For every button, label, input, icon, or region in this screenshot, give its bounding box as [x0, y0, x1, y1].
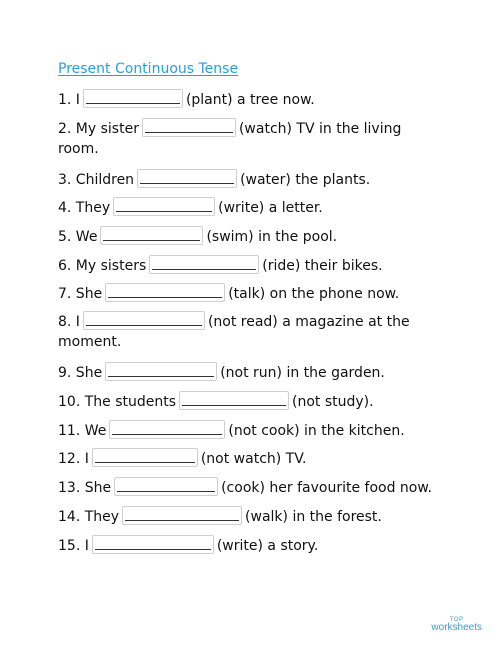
sentence-6-end: (ride) their bikes. [262, 258, 383, 274]
logo-name-text: worksheets [431, 622, 482, 633]
sentence-10-start: 10. The students [58, 394, 177, 410]
sentence-5-start: 5. We [58, 229, 98, 245]
sentence-11-start: 11. We [58, 423, 107, 439]
sentence-13-start: 13. She [58, 480, 112, 496]
sentence-1-end: (plant) a tree now. [185, 92, 315, 108]
sentence-8 [58, 311, 438, 352]
topworksheets-logo [431, 617, 482, 633]
logo-top-text: TOP [449, 617, 464, 623]
answer-input-7[interactable] [105, 283, 225, 302]
sentence-2 [58, 118, 418, 159]
worksheet-title: Present Continuous Tense [58, 61, 239, 77]
sentence-10 [58, 391, 374, 412]
answer-input-6[interactable] [149, 255, 259, 274]
sentence-15 [58, 535, 318, 556]
answer-input-15[interactable] [92, 535, 214, 554]
sentence-2-end: (watch) TV in the living room. [58, 121, 402, 157]
answer-input-4[interactable] [113, 197, 215, 216]
sentence-3 [58, 169, 370, 190]
answer-input-8[interactable] [83, 311, 205, 330]
sentence-4-end: (write) a letter. [218, 200, 323, 216]
sentence-14 [58, 506, 382, 527]
answer-input-11[interactable] [109, 420, 225, 439]
sentence-9 [58, 362, 385, 383]
answer-input-9[interactable] [105, 362, 217, 381]
answer-input-2[interactable] [142, 118, 236, 137]
sentence-14-end: (walk) in the forest. [245, 509, 382, 525]
sentence-13-end: (cook) her favourite food now. [221, 480, 432, 496]
sentence-6 [58, 255, 383, 276]
sentence-12-end: (not watch) TV. [200, 451, 307, 467]
answer-input-1[interactable] [83, 89, 183, 108]
sentence-10-end: (not study). [292, 394, 374, 410]
sentence-1-start: 1. I [58, 92, 80, 108]
sentence-11-end: (not cook) in the kitchen. [228, 423, 405, 439]
answer-input-13[interactable] [114, 477, 218, 496]
sentence-9-start: 9. She [58, 365, 103, 381]
sentence-12 [58, 448, 306, 469]
sentence-13 [58, 477, 432, 498]
sentence-8-end: (not read) a magazine at the moment. [58, 314, 410, 350]
sentence-7-end: (talk) on the phone now. [228, 286, 400, 302]
answer-input-14[interactable] [122, 506, 242, 525]
sentence-9-end: (not run) in the garden. [220, 365, 385, 381]
sentence-15-end: (write) a story. [216, 538, 319, 554]
answer-input-3[interactable] [137, 169, 237, 188]
sentence-14-start: 14. They [58, 509, 120, 525]
answer-input-12[interactable] [92, 448, 198, 467]
sentence-3-end: (water) the plants. [240, 172, 371, 188]
sentence-12-start: 12. I [58, 451, 89, 467]
answer-input-5[interactable] [100, 226, 203, 245]
sentence-4 [58, 197, 323, 218]
sentence-3-start: 3. Children [58, 172, 135, 188]
sentence-5 [58, 226, 337, 247]
sentence-1 [58, 89, 315, 110]
sentence-7 [58, 283, 399, 304]
sentence-7-start: 7. She [58, 286, 103, 302]
sentence-2-start: 2. My sister [58, 121, 139, 137]
answer-input-10[interactable] [179, 391, 289, 410]
sentence-8-start: 8. I [58, 314, 80, 330]
sentence-4-start: 4. They [58, 200, 111, 216]
sentence-6-start: 6. My sisters [58, 258, 147, 274]
sentence-5-end: (swim) in the pool. [206, 229, 338, 245]
sentence-15-start: 15. I [58, 538, 89, 554]
sentence-11 [58, 420, 405, 441]
